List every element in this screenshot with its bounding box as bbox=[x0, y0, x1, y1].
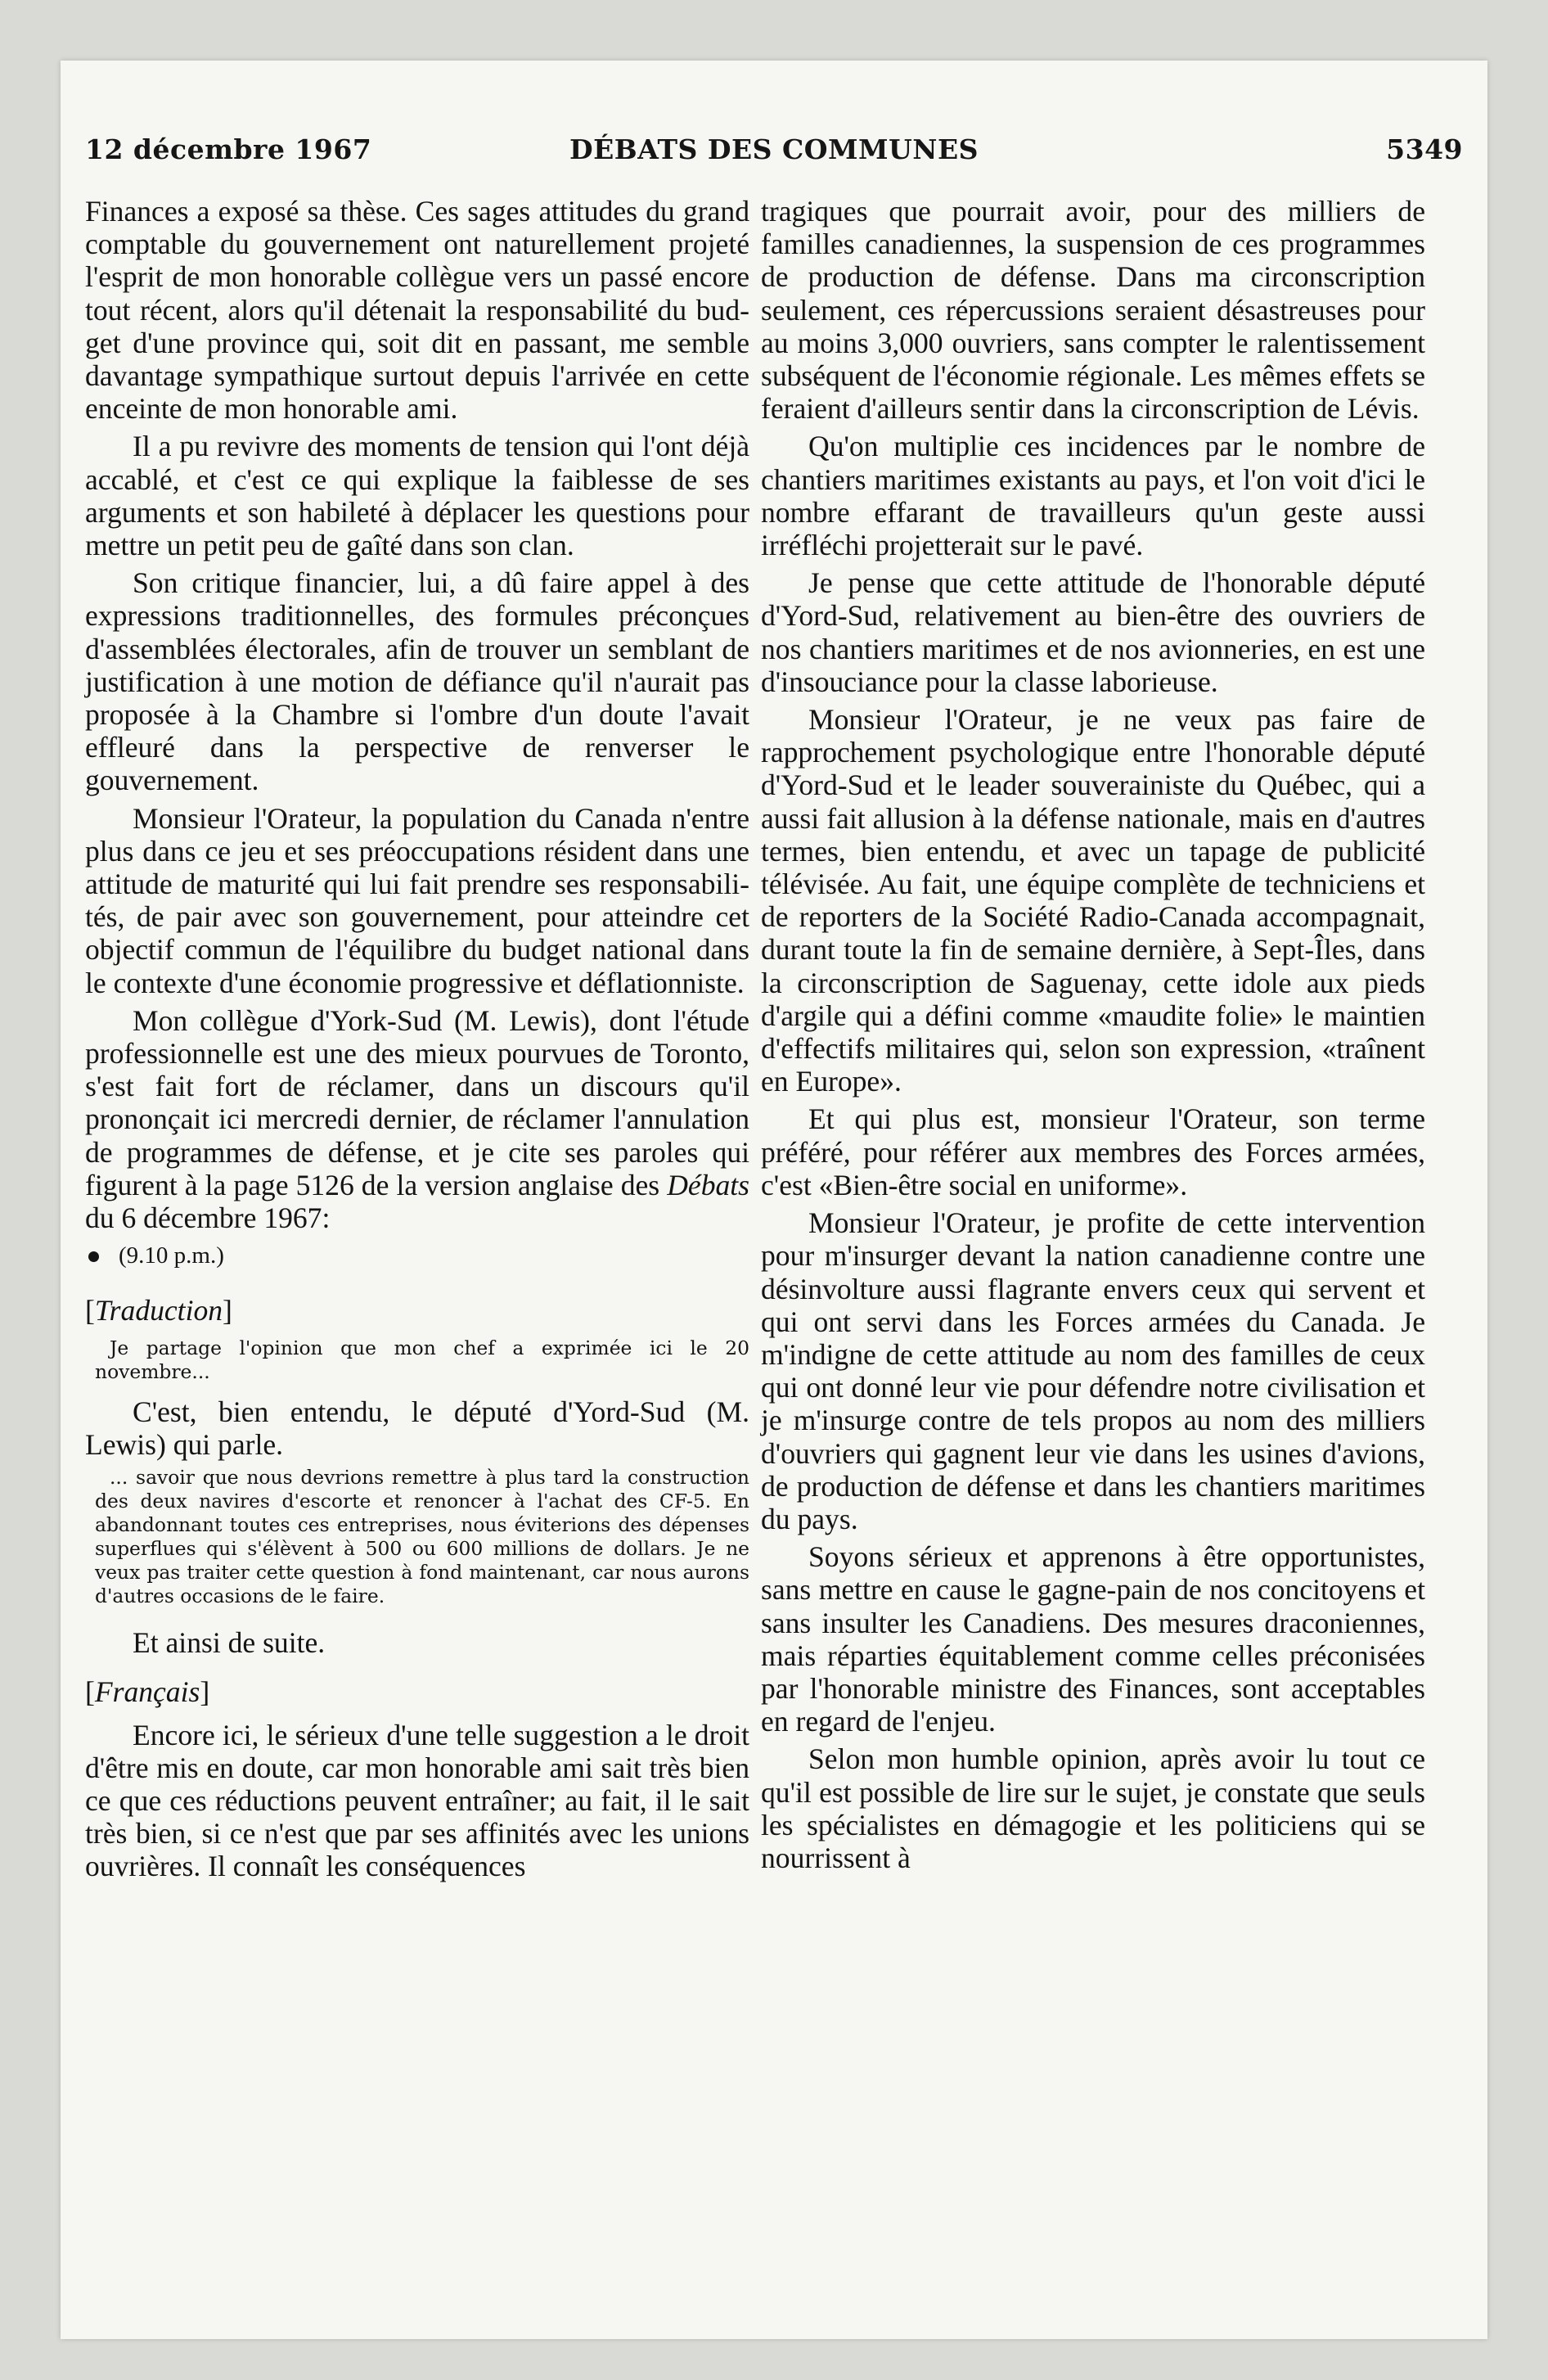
paragraph: Qu'on multiplie ces incidences par le nombre de chantiers maritimes existants au pays, et l'on voit d'ici le nombre effarant de travailleurs qu'un geste aussi irréfléchi projetterait sur le pavé. bbox=[761, 430, 1425, 562]
page-header bbox=[85, 133, 1463, 173]
paragraph: Je pense que cette attitude de l'honorable député d'Yord-Sud, relativement au bien-être des ouvriers de nos chantiers maritimes et de nos avionneries, en est une d'insouciance pour la classe laborieuse. bbox=[761, 566, 1425, 698]
paragraph: Son critique financier, lui, a dû faire appel à des expressions traditionnelles, des formules préconçues d'assemblées électorales, afin de trouver un semblant de justification à une motion de défiance qu'il n'aurait pas proposée à la Chambre si l'ombre d'un doute l'avait effleuré dans la perspective de renverser le gouvernement. bbox=[85, 566, 749, 797]
left-column bbox=[85, 195, 749, 1888]
paragraph bbox=[85, 1004, 749, 1234]
quotation: Je partage l'opinion que mon chef a exprimée ici le 20 novembre... bbox=[95, 1336, 749, 1383]
paragraph: C'est, bien entendu, le député d'Yord-Sud (M. Lewis) qui parle. bbox=[85, 1395, 749, 1461]
language-tag: [Traduction] bbox=[85, 1293, 232, 1327]
language-tag-text: Traduction bbox=[94, 1293, 223, 1327]
quotation: ... savoir que nous devrions remettre à plus tard la construction des deux navires d'escorte et renoncer à l'achat des CF-5. En abandonnant toutes ces entreprises, nous éviterions des dépenses superflues qui s'élèvent à 500 ou 600 millions de dollars. Je ne veux pas traiter cette question à fond maintenant, car nous aurons d'autres occasions de le faire. bbox=[95, 1466, 749, 1608]
paragraph: Monsieur l'Orateur, je ne veux pas faire de rapprochement psychologique entre l'honorable député d'Yord-Sud et le leader souverainiste du Québec, qui a aussi fait allusion à la défense nationale, mais en d'autres termes, bien entendu, et avec un tapage de publicité télévisée. Au fait, une équipe complète de techniciens et de reporters de la Société Radio-Canada accompagnait, durant toute la fin de semaine dernière, à Sept-Îles, dans la circonscription de Saguenay, cette idole aux pieds d'argile qui a défini comme «maudite folie» le maintien d'effectifs militaires qui, selon son expression, «traînent en Europe». bbox=[761, 703, 1425, 1098]
language-tag-text: Français bbox=[94, 1675, 200, 1709]
italic-title: Débats bbox=[667, 1168, 749, 1201]
bullet-icon bbox=[88, 1251, 99, 1262]
paragraph: Monsieur l'Orateur, la population du Canada n'entre plus dans ce jeu et ses préoccupations résident dans une attitude de maturité qui lui fait prendre ses responsabilités, de pair avec son gouvernement, pour atteindre cet objectif commun de l'équilibre du budget national dans le contexte d'une économie progressive et déflationniste. bbox=[85, 801, 749, 999]
paragraph: Encore ici, le sérieux d'une telle suggestion a le droit d'être mis en doute, car mon honorable ami sait très bien ce que ces réductions peuvent entraîner; au fait, il le sait très bien, si ce n'est que par ses affinités avec les unions ouvrières. Il connaît les conséquences bbox=[85, 1718, 749, 1883]
paragraph: Et ainsi de suite. bbox=[133, 1626, 326, 1660]
paragraph: Il a pu revivre des moments de tension qui l'ont déjà accablé, et c'est ce qui explique la faiblesse de ses arguments et son habileté à déplacer les questions pour mettre un petit peu de gaîté dans son clan. bbox=[85, 430, 749, 562]
paragraph: tragiques que pourrait avoir, pour des milliers de familles canadiennes, la suspension de ces programmes de production de défense. Dans ma circonscription seulement, ces répercussions seraient désastreuses pour au moins 3,000 ouvriers, sans compter le ralentissement subséquent de l'économie régionale. Les mêmes effets se feraient d'ailleurs sentir dans la circonscription de Lévis. bbox=[761, 195, 1425, 426]
header-title: DÉBATS DES COMMUNES bbox=[569, 133, 979, 165]
paragraph-text: Mon collègue d'York-Sud (M. Lewis), dont l'étude professionnelle est une des mieux pourvues de Toronto, s'est fait fort de réclamer, dans un discours qu'il prononçait ici mercredi dernier, de réclamer l'annulation de programmes de défense, et je cite ses paroles qui figurent à la page 5126 de la version anglaise des bbox=[85, 1003, 749, 1201]
timestamp-text: (9.10 p.m.) bbox=[119, 1242, 224, 1269]
paragraph: Et qui plus est, monsieur l'Orateur, son terme préféré, pour référer aux membres des Forces armées, c'est «Bien-être social en uniforme». bbox=[761, 1102, 1425, 1201]
header-date: 12 décembre 1967 bbox=[85, 133, 372, 165]
language-tag: [Français] bbox=[85, 1675, 210, 1709]
paragraph: Finances a exposé sa thèse. Ces sages attitudes du grand comptable du gouvernement ont naturellement projeté l'esprit de mon honorable collègue vers un passé encore tout récent, alors qu'il détenait la responsabilité du budget d'une province qui, soit dit en passant, me semble davantage sympathique surtout depuis l'arrivée en cette enceinte de mon honorable ami. bbox=[85, 195, 749, 426]
right-column bbox=[761, 195, 1425, 1879]
timestamp bbox=[85, 1239, 749, 1272]
paragraph: Soyons sérieux et apprenons à être opportunistes, sans mettre en cause le gagne-pain de nos concitoyens et sans insulter les Canadiens. Des mesures draconiennes, mais réparties équitablement comme celles préconisées par l'honorable ministre des Finances, sont acceptables en regard de l'enjeu. bbox=[761, 1540, 1425, 1738]
page-number: 5349 bbox=[1386, 133, 1463, 165]
paragraph: Selon mon humble opinion, après avoir lu tout ce qu'il est possible de lire sur le sujet, je constate que seuls les spécialistes en démagogie et les politiciens qui se nourrissent à bbox=[761, 1742, 1425, 1874]
paragraph: Monsieur l'Orateur, je profite de cette intervention pour m'insurger devant la nation canadienne contre une désinvolture aussi flagrante envers ceux qui servent et qui ont servi dans les Forces armées du Canada. Je m'indigne de cette attitude au nom des familles de ceux qui ont donné leur vie pour défendre notre civilisation et je m'insurge contre de tels propos au nom des milliers d'ouvriers qui gagnent leur vie dans les usines d'avions, de production de défense et dans les chantiers maritimes du pays. bbox=[761, 1206, 1425, 1535]
paragraph-text: du 6 décembre 1967: bbox=[85, 1201, 331, 1235]
